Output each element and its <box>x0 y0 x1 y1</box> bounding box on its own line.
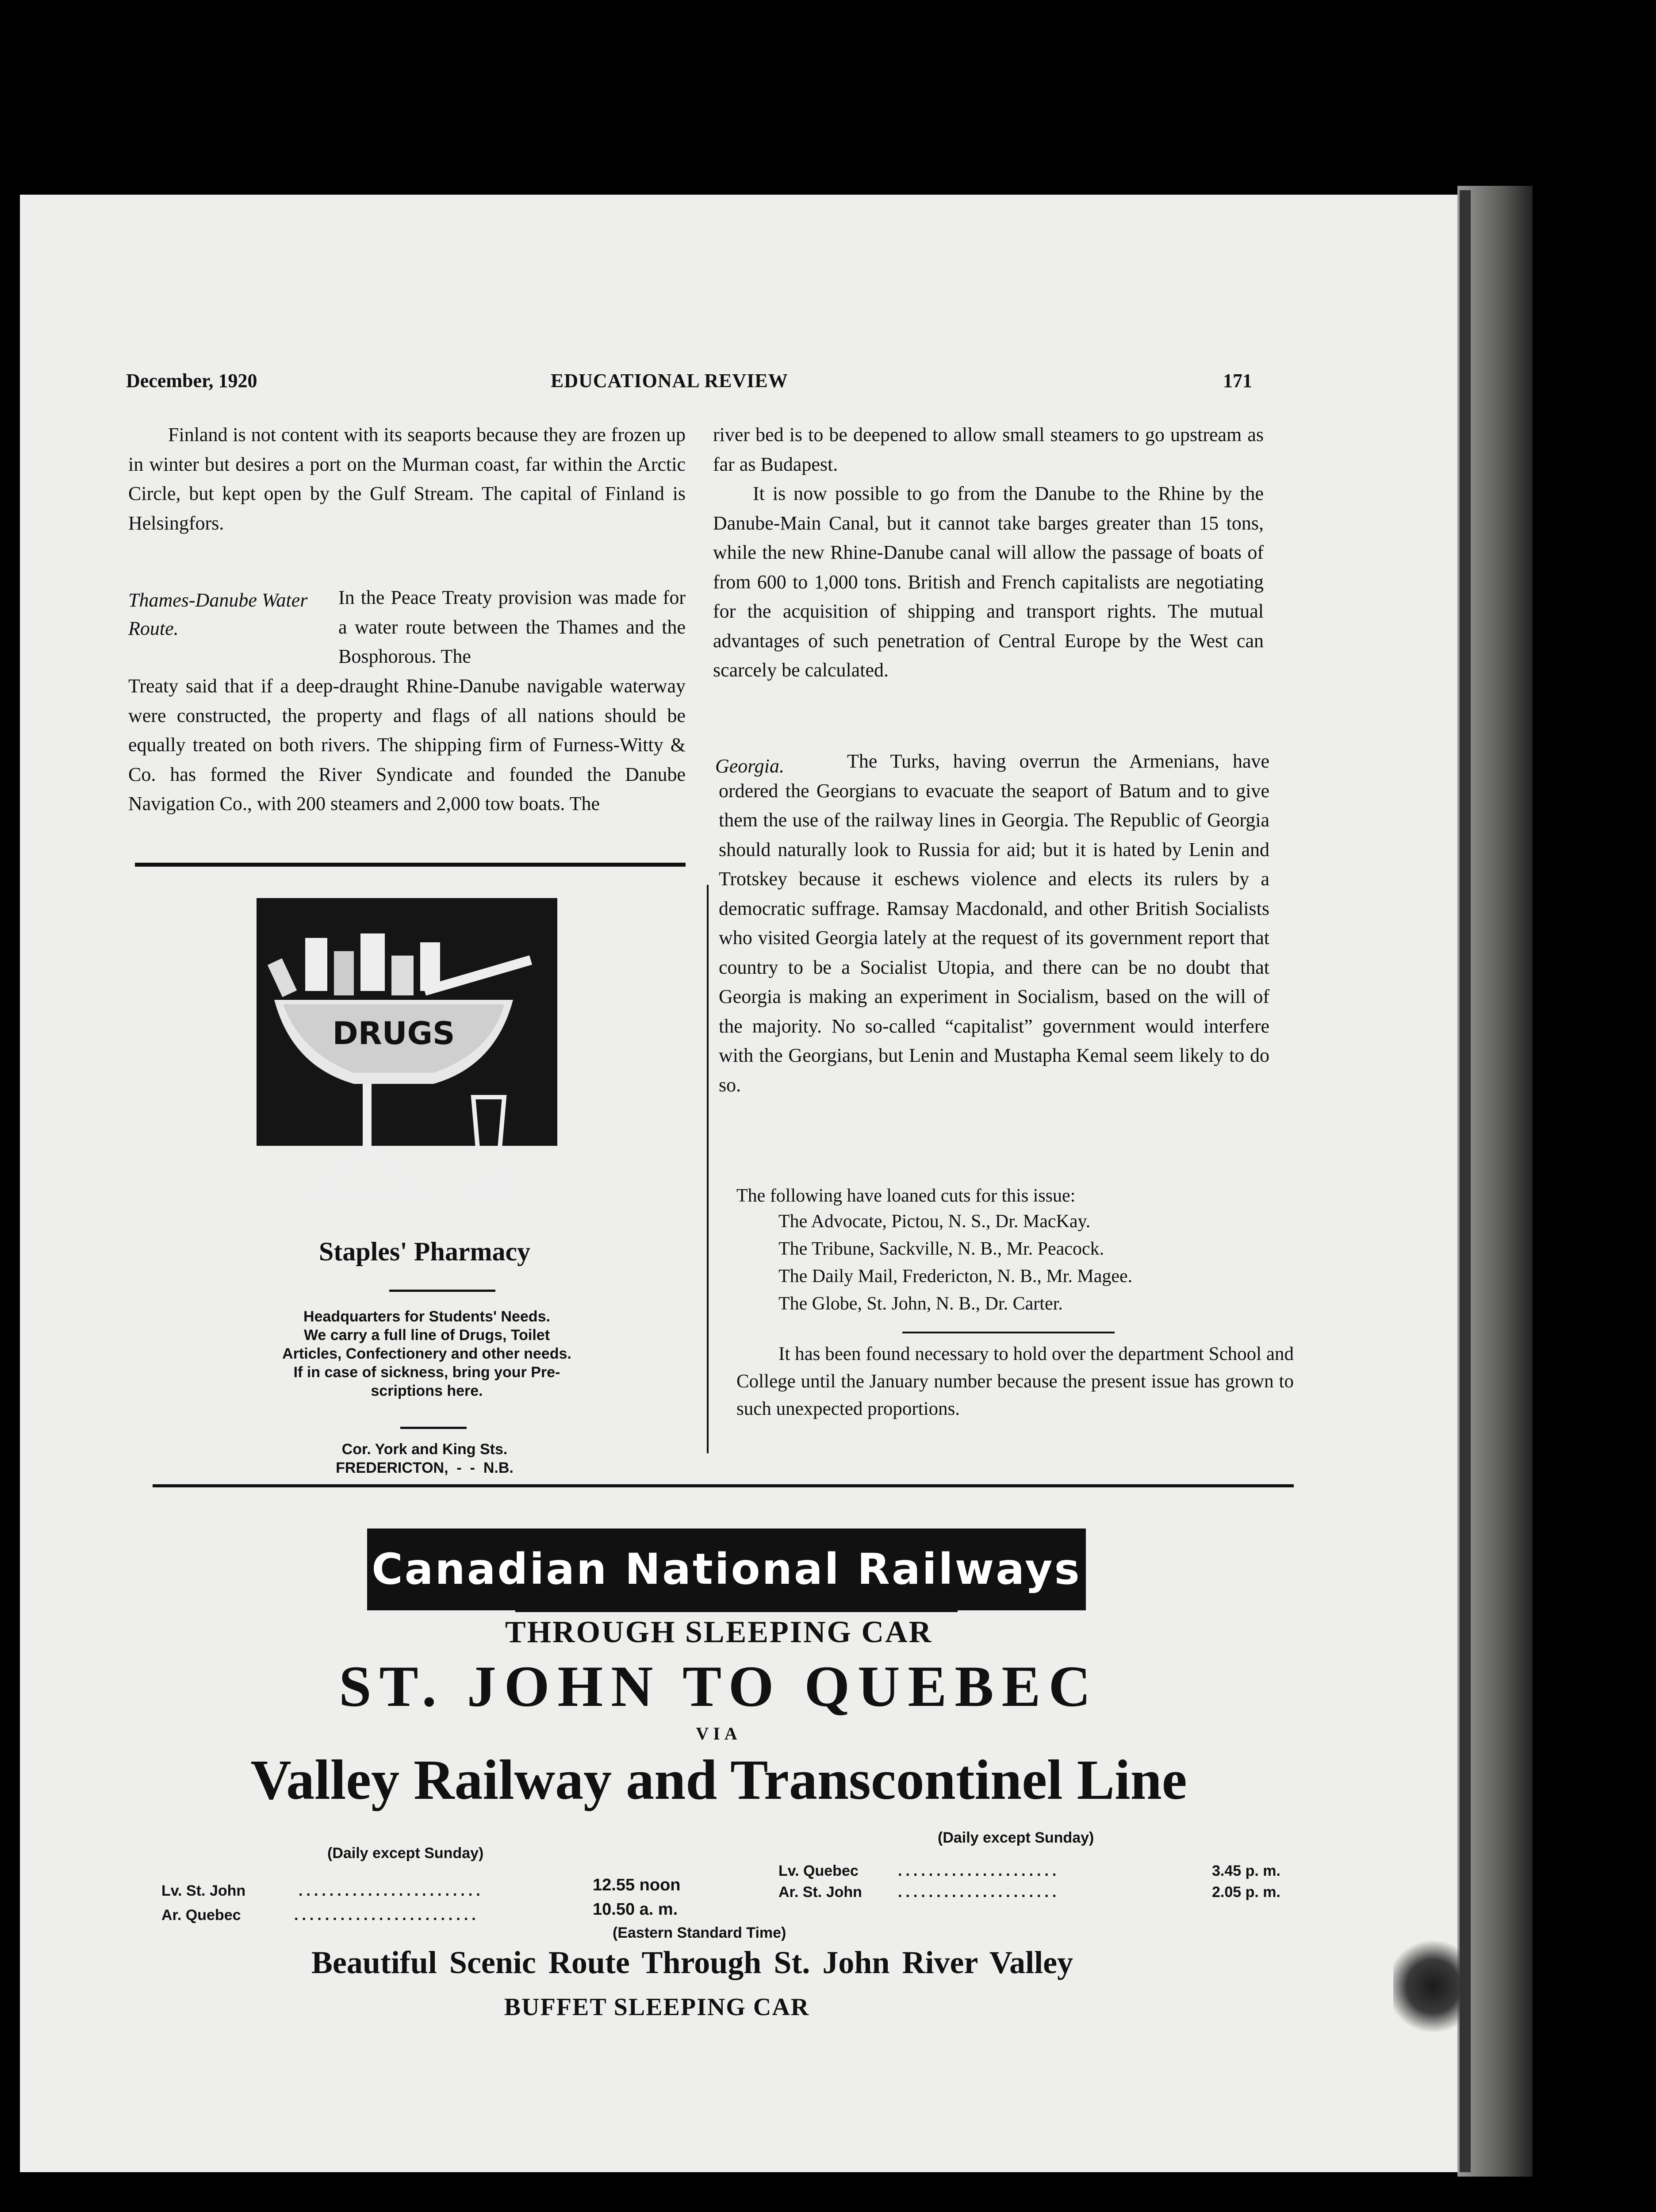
paragraph-thames-intro: In the Peace Treaty provision was made for a water route between the Thames and the Bosphorous. The <box>338 587 686 667</box>
header-journal-title: EDUCATIONAL REVIEW <box>551 370 788 392</box>
pharmacy-body-line: Articles, Confectionery and other needs. <box>282 1345 571 1362</box>
header-date: December, 1920 <box>126 370 257 392</box>
timetable-left-station-2: Ar. Quebec <box>161 1907 241 1924</box>
paragraph-river-bed: river bed is to be deepened to allow small steamers to go upstream as far as Budapest. <box>713 424 1264 475</box>
loaned-cut-item: The Daily Mail, Fredericton, N. B., Mr. Magee. <box>778 1266 1133 1286</box>
timetable-right-station-1: Lv. Quebec <box>778 1863 859 1879</box>
timetable-dots: ........................ <box>294 1907 479 1924</box>
drugs-art-label: DRUGS <box>332 1015 455 1052</box>
loaned-cuts-intro: The following have loaned cuts for this issue: <box>736 1186 1076 1206</box>
pharmacy-street: Cor. York and King Sts. <box>341 1441 508 1458</box>
timetable-right-time-1: 3.45 p. m. <box>1212 1863 1280 1879</box>
railway-through-sleeping: THROUGH SLEEPING CAR <box>505 1615 933 1649</box>
paragraph-georgia: The Turks, having overrun the Armenians, have ordered the Georgians to evacuate the seaport of Batum and to give them the use of the railway lines in Georgia. The Republic of Georgia should naturally look to Russia for aid; but it is hated by Lenin and Trotskey because it eschews violence and elects its rulers by a democratic suffrage. Ramsay Macdonald, and other British Socialists who visited Georgia lately at the request of its government report that country to be a Socialist Utopia, and there can be no doubt that Georgia is making an experiment in Socialism, based on the will of the majority. No so-called “capitalist” government would interfere with the Georgians, but Lenin and Mustapha Kemal seem likely to do so. <box>719 750 1269 1096</box>
timetable-right-heading: (Daily except Sunday) <box>938 1829 1094 1846</box>
paragraph-holdover: It has been found necessary to hold over the department School and College until the January number because the present issue has grown to such unexpected proportions. <box>736 1344 1294 1419</box>
railway-buffet-car: BUFFET SLEEPING CAR <box>504 1993 810 2021</box>
page-corner-shadow <box>1393 1933 1460 2039</box>
railway-line-name: Valley Railway and Transcontinel Line <box>250 1748 1187 1811</box>
timetable-left-time-1: 12.55 noon <box>593 1876 681 1894</box>
timetable-left-heading: (Daily except Sunday) <box>327 1845 484 1862</box>
railway-scenic-route: Beautiful Scenic Route Through St. John River Valley <box>311 1945 1073 1980</box>
timetable-right-station-2: Ar. St. John <box>778 1884 862 1901</box>
timetable-left-station-1: Lv. St. John <box>161 1882 246 1899</box>
loaned-divider <box>902 1332 1115 1333</box>
page-edge <box>1460 190 1471 2172</box>
pharmacy-city: FREDERICTON, - - N.B. <box>336 1459 514 1476</box>
pharmacy-body <box>230 1307 624 1400</box>
column-rule <box>135 863 686 867</box>
pharmacy-name: Staples' Pharmacy <box>318 1237 531 1266</box>
pharmacy-divider <box>389 1290 495 1292</box>
page-bottom-rule <box>153 1484 1294 1487</box>
loaned-cut-item: The Advocate, Pictou, N. S., Dr. MacKay. <box>778 1211 1091 1232</box>
timetable-dots: ........................ <box>299 1882 484 1899</box>
timetable-right-time-2: 2.05 p. m. <box>1212 1884 1280 1901</box>
pharmacy-divider-small <box>400 1427 467 1429</box>
pharmacy-body-line: We carry a full line of Drugs, Toilet <box>303 1327 550 1344</box>
paragraph-finland: Finland is not content with its seaports because they are frozen up in winter but desires a port on the Murman coast, far within the Arctic Circle, but kept open by the Gulf Stream. The capital of Finland is Helsingfors. <box>128 424 686 534</box>
railway-banner: Canadian National Railways <box>367 1528 1086 1610</box>
loaned-cuts-list <box>778 1208 1265 1317</box>
railway-via: VIA <box>696 1724 742 1743</box>
timetable-dots: ..................... <box>898 1863 1060 1879</box>
paragraph-thames-rest: Treaty said that if a deep-draught Rhine-Danube navigable waterway were constructed, the property and flags of all nations should be equally treated on both rivers. The shipping firm of Furness-Witty & Co. has formed the River Syndicate and founded the Danube Navigation Co., with 200 steamers and 2,000 tow boats. The <box>128 675 686 814</box>
pharmacy-address <box>265 1440 584 1477</box>
railway-route-title: ST. JOHN TO QUEBEC <box>339 1654 1099 1719</box>
drugs-illustration <box>257 898 557 1199</box>
railway-underline <box>515 1610 958 1612</box>
pharmacy-body-line: If in case of sickness, bring your Pre- <box>293 1364 560 1381</box>
loaned-cut-item: The Tribune, Sackville, N. B., Mr. Peacock. <box>778 1239 1104 1259</box>
pharmacy-body-line: scriptions here. <box>371 1382 483 1399</box>
vertical-rule <box>707 885 709 1453</box>
sidehead-georgia: Georgia. <box>715 755 785 777</box>
timetable-dots: ..................... <box>898 1884 1060 1901</box>
left-column <box>128 420 686 538</box>
header-page-number: 171 <box>1223 370 1252 392</box>
timetable-left-time-2: 10.50 a. m. <box>593 1900 678 1919</box>
timetable-timezone: (Eastern Standard Time) <box>613 1924 786 1941</box>
loaned-cut-item: The Globe, St. John, N. B., Dr. Carter. <box>778 1294 1063 1314</box>
right-column <box>713 420 1264 685</box>
paragraph-danube-main: It is now possible to go from the Danube to the Rhine by the Danube-Main Canal, but it cannot take barges greater than 15 tons, while the new Rhine-Danube canal will allow the passage of boats of from 600 to 1,000 tons. British and French capitalists are negotiating for the acquisition of shipping and transport rights. The mutual advantages of such penetration of Central Europe by the West can scarcely be calculated. <box>713 483 1264 681</box>
sidehead-thames-danube: Thames-Danube Water Route. <box>128 589 308 639</box>
pharmacy-body-line: Headquarters for Students' Needs. <box>303 1308 550 1325</box>
